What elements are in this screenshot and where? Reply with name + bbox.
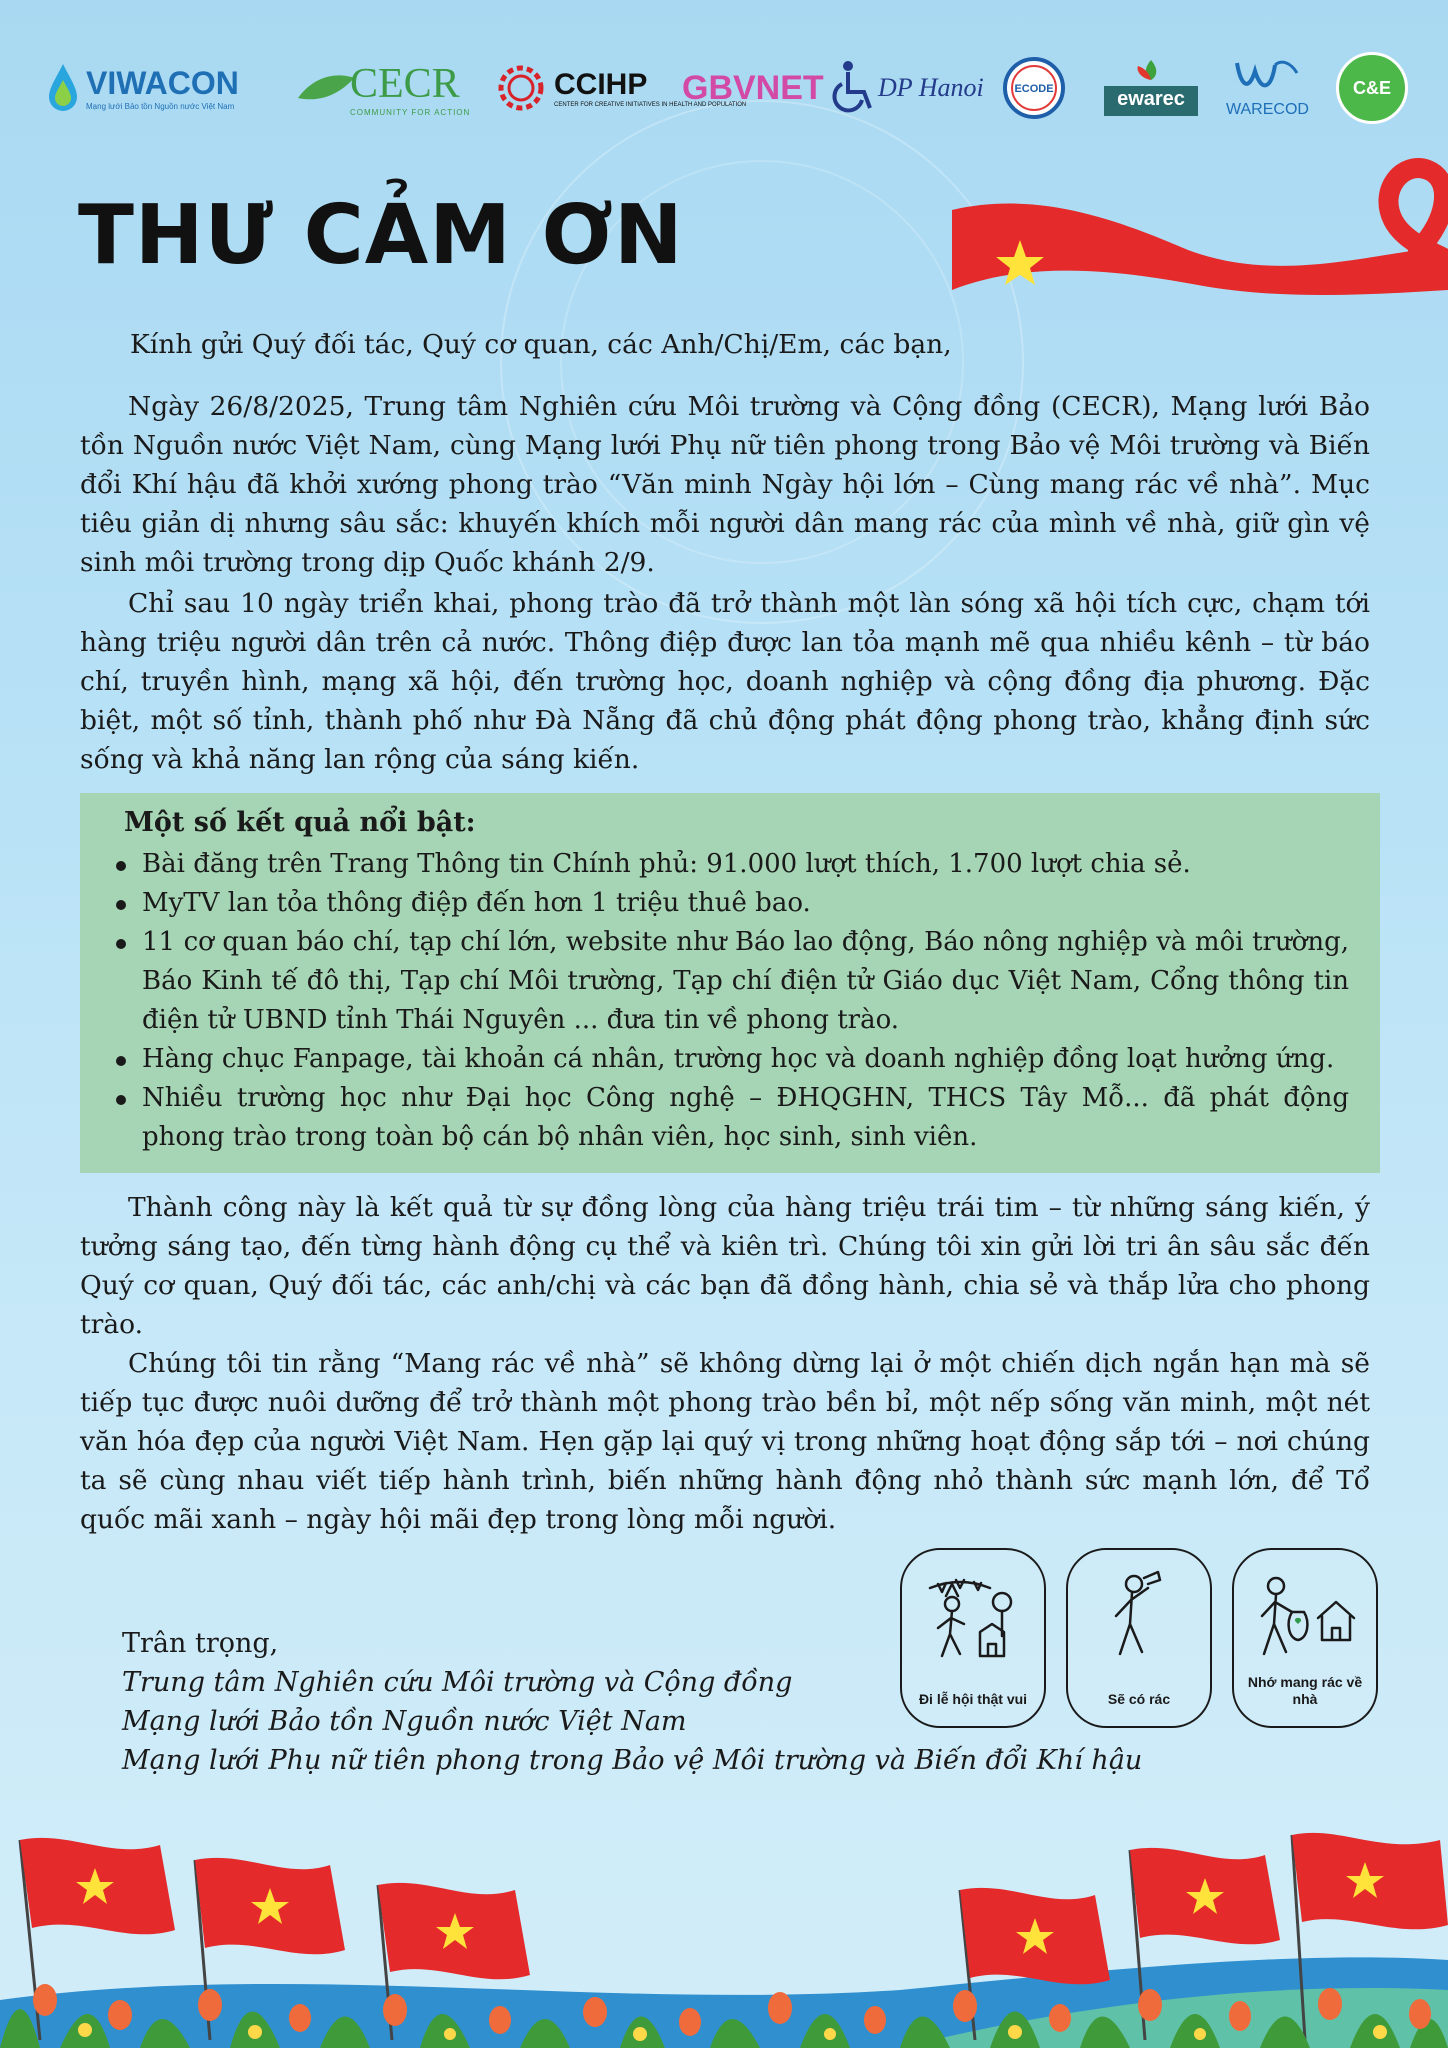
ecode-emblem-icon <box>1002 56 1066 120</box>
festival-person-icon <box>920 1566 1030 1666</box>
badge-take-home <box>1232 1548 1378 1728</box>
logo-ecode <box>1002 48 1066 128</box>
badge-take-home-label: Nhớ mang rác về nhà <box>1247 1674 1363 1707</box>
flag-ribbon-heart-icon <box>948 150 1448 320</box>
logo-gbvnet <box>682 48 824 128</box>
ccihp-name: CCIHP <box>554 68 648 101</box>
highlights-box <box>80 793 1380 1173</box>
warecod-name: WARECOD <box>1226 101 1309 118</box>
person-drinking-icon <box>1086 1566 1196 1666</box>
list-item: Nhiều trường học như Đại học Công nghệ – ĐHQGHN, THCS Tây Mỗ... đã phát động phong trào trong toàn bộ cán bộ nhân viên, học sinh, sinh viên. <box>114 1079 1349 1157</box>
paragraph-vision: Chúng tôi tin rằng “Mang rác về nhà” sẽ không dừng lại ở một chiến dịch ngắn hạn mà sẽ tiếp tục được nuôi dưỡng để trở thành một phong trào bền bỉ, một nếp sống văn minh, một nét văn hóa đẹp của người Việt Nam. Hẹn gặp lại quý vị trong những hoạt động sắp tới – nơi chúng ta sẽ cùng nhau viết tiếp hành trình, biến những hành động nhỏ thành sức mạnh lớn, để Tổ quốc mãi xanh – ngày hội mãi đẹp trong lòng mỗi người. <box>80 1348 1370 1535</box>
logo-ewarec <box>1102 48 1200 128</box>
campaign-badges <box>900 1548 1380 1733</box>
gbvnet-name: GBVNET <box>682 68 824 107</box>
logo-cecr <box>296 48 470 128</box>
highlights-title: Một số kết quả nổi bật: <box>124 807 476 838</box>
paragraph-intro: Ngày 26/8/2025, Trung tâm Nghiên cứu Môi trường và Cộng đồng (CECR), Mạng lưới Bảo tồn Nguồn nước Việt Nam, cùng Mạng lưới Phụ nữ tiên phong trong Bảo vệ Môi trường và Biến đổi Khí hậu đã khởi xướng phong trào “Văn minh Ngày hội lớn – Cùng mang rác về nhà”. Mục tiêu giản dị nhưng sâu sắc: khuyến khích mỗi người dân mang rác của mình về nhà, giữ gìn vệ sinh môi trường trong dịp Quốc khánh 2/9. <box>80 391 1370 578</box>
logo-warecod <box>1226 48 1309 128</box>
leaf-icon <box>296 68 356 108</box>
partner-logos <box>40 48 1410 128</box>
badge-festival <box>900 1548 1046 1728</box>
ccihp-tagline: CENTER FOR CREATIVE INITIATIVES IN HEALTH AND POPULATION <box>554 102 747 108</box>
salutation: Trân trọng, <box>122 1628 279 1659</box>
viwacon-name: VIWACON <box>86 65 239 101</box>
paragraph-impact: Chỉ sau 10 ngày triển khai, phong trào đã trở thành một làn sóng xã hội tích cực, chạm tới hàng triệu người dân trên cả nước. Thông điệp được lan tỏa mạnh mẽ qua nhiều kênh – từ báo chí, truyền hình, mạng xã hội, đến trường học, doanh nghiệp và cộng đồng địa phương. Đặc biệt, một số tỉnh, thành phố như Đà Nẵng đã chủ động phát động phong trào, khẳng định sức sống và khả năng lan rộng của sáng kiến. <box>80 588 1370 775</box>
signature-org-3: Mạng lưới Phụ nữ tiên phong trong Bảo vệ Môi trường và Biến đổi Khí hậu <box>122 1745 1143 1776</box>
list-item: MyTV lan tỏa thông điệp đến hơn 1 triệu thuê bao. <box>114 884 1349 923</box>
gear-circle-icon <box>492 59 550 117</box>
list-item: Bài đăng trên Trang Thông tin Chính phủ: 91.000 lượt thích, 1.700 lượt chia sẻ. <box>114 845 1349 884</box>
logo-dphanoi <box>832 48 984 128</box>
person-trash-bag-home-icon <box>1252 1566 1362 1666</box>
badge-trash-label: Sẽ có rác <box>1107 1691 1171 1707</box>
list-item: 11 cơ quan báo chí, tạp chí lớn, website như Báo lao động, Báo nông nghiệp và môi trường, Báo Kinh tế đô thị, Tạp chí Môi trường, Tạp chí điện tử Giáo dục Việt Nam, Cổng thông tin điện tử UBND tỉnh Thái Nguyên ... đưa tin về phong trào. <box>114 923 1349 1040</box>
wheelchair-icon <box>832 60 878 116</box>
logo-viwacon <box>46 48 239 128</box>
page-title: THƯ CẢM ƠN <box>78 188 684 283</box>
ecode-name: ECODE <box>1014 83 1054 95</box>
cecr-name: CECR <box>350 60 460 107</box>
highlights-list <box>114 845 1349 1157</box>
logo-ce <box>1336 48 1408 128</box>
signature-org-1: Trung tâm Nghiên cứu Môi trường và Cộng đồng <box>122 1667 793 1698</box>
viwacon-tagline: Mạng lưới Bảo tồn Nguồn nước Việt Nam <box>86 102 235 111</box>
badge-festival-label: Đi lễ hội thật vui <box>918 1691 1028 1707</box>
paragraph-thanks: Thành công này là kết quả từ sự đồng lòng của hàng triệu trái tim – từ những sáng kiến, ý tưởng sáng tạo, đến từng hành động cụ thể và kiên trì. Chúng tôi xin gửi lời tri ân sâu sắc đến Quý cơ quan, Quý đối tác, các anh/chị và các bạn đã đồng hành, chia sẻ và thắp lửa cho phong trào. <box>80 1192 1370 1340</box>
ewarec-name: ewarec <box>1117 88 1185 110</box>
water-drop-icon <box>46 62 80 114</box>
badge-trash <box>1066 1548 1212 1728</box>
list-item: Hàng chục Fanpage, tài khoản cá nhân, trường học và doanh nghiệp đồng loạt hưởng ứng. <box>114 1040 1349 1079</box>
signature-org-2: Mạng lưới Bảo tồn Nguồn nước Việt Nam <box>122 1706 687 1737</box>
cecr-tagline: COMMUNITY FOR ACTION <box>350 107 471 117</box>
greeting-line: Kính gửi Quý đối tác, Quý cơ quan, các Anh/Chị/Em, các bạn, <box>130 329 952 360</box>
dphanoi-name: DP Hanoi <box>878 73 984 102</box>
footer-flags-flowers <box>0 1800 1448 2048</box>
ce-name: C&E <box>1352 77 1391 98</box>
warecod-wave-icon <box>1227 57 1307 97</box>
